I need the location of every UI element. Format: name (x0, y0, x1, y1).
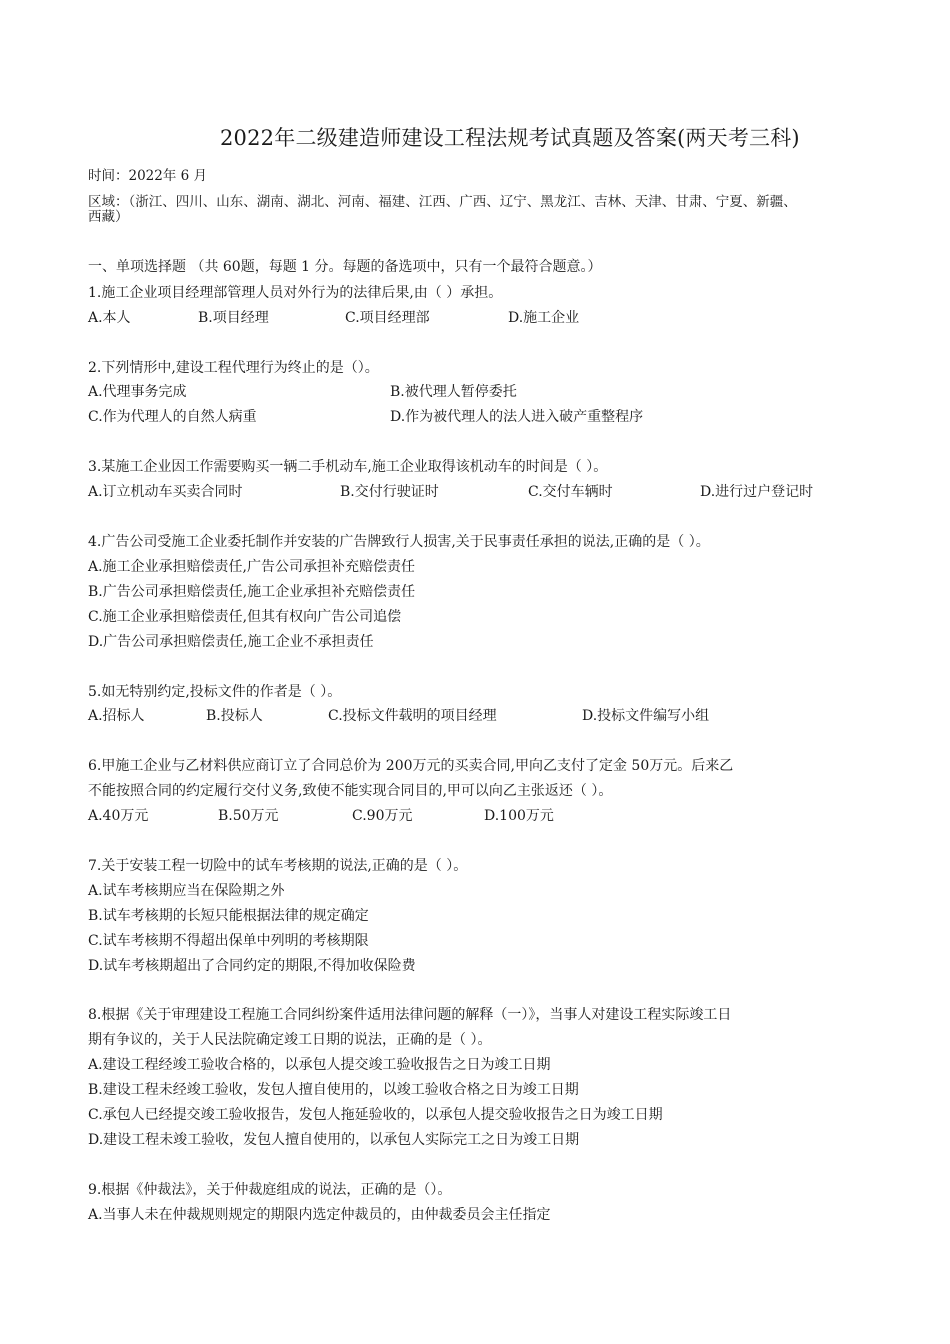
question-9-text: 9.根据《仲裁法》，关于仲裁庭组成的说法，正确的是（）。 (88, 1182, 452, 1198)
question-6-option-c: C.90万元 (352, 808, 413, 824)
question-8-option-b: B.建设工程未经竣工验收，发包人擅自使用的，以竣工验收合格之日为竣工日期 (88, 1082, 579, 1098)
question-4-option-c: C.施工企业承担赔偿责任,但其有权向广告公司追偿 (88, 609, 402, 625)
question-8-text-cont: 期有争议的，关于人民法院确定竣工日期的说法，正确的是（ ）。 (88, 1032, 492, 1048)
question-2-option-c: C.作为代理人的自然人病重 (88, 409, 257, 425)
question-5-option-c: C.投标文件载明的项目经理 (328, 708, 497, 724)
question-5-option-b: B.投标人 (206, 708, 263, 724)
question-3-option-b: B.交付行驶证时 (340, 484, 439, 500)
question-8-option-c: C.承包人已经提交竣工验收报告，发包人拖延验收的，以承包人提交验收报告之日为竣工日期 (88, 1107, 663, 1123)
question-8-option-a: A.建设工程经竣工验收合格的，以承包人提交竣工验收报告之日为竣工日期 (88, 1057, 551, 1073)
question-1-option-a: A.本人 (88, 310, 131, 326)
question-7-option-b: B.试车考核期的长短只能根据法律的规定确定 (88, 908, 369, 924)
question-6-option-d: D.100万元 (484, 808, 554, 824)
question-6-option-a: A.40万元 (88, 808, 149, 824)
question-6-text: 6.甲施工企业与乙材料供应商订立了合同总价为 200万元的买卖合同,甲向乙支付了定金 50万元。后来乙 (88, 758, 734, 774)
question-4-text: 4.广告公司受施工企业委托制作并安装的广告牌致行人损害,关于民事责任承担的说法,正确的是（ ）。 (88, 534, 710, 550)
question-1-option-b: B.项目经理 (198, 310, 269, 326)
question-7-text: 7.关于安装工程一切险中的试车考核期的说法,正确的是（ ）。 (88, 858, 468, 874)
question-7-option-c: C.试车考核期不得超出保单中列明的考核期限 (88, 933, 369, 949)
question-2-option-b: B.被代理人暂停委托 (390, 384, 517, 400)
question-3-option-d: D.进行过户登记时 (700, 484, 814, 500)
question-8-option-d: D.建设工程未竣工验收，发包人擅自使用的，以承包人实际完工之日为竣工日期 (88, 1132, 580, 1148)
question-2-option-d: D.作为被代理人的法人进入破产重整程序 (390, 409, 644, 425)
question-4-option-b: B.广告公司承担赔偿责任,施工企业承担补充赔偿责任 (88, 584, 416, 600)
question-3-option-a: A.订立机动车买卖合同时 (88, 484, 243, 500)
question-2-text: 2.下列情形中,建设工程代理行为终止的是（）。 (88, 360, 379, 376)
question-9-option-a: A.当事人未在仲裁规则规定的期限内选定仲裁员的，由仲裁委员会主任指定 (88, 1207, 551, 1223)
exam-region-line2: 西藏） (88, 209, 129, 225)
question-1-option-d: D.施工企业 (508, 310, 580, 326)
question-3-option-c: C.交付车辆时 (528, 484, 613, 500)
section-heading: 一、单项选择题 （共 60题，每题 1 分。每题的备选项中，只有一个最符合题意。） (88, 259, 602, 275)
question-1-text: 1.施工企业项目经理部管理人员对外行为的法律后果,由（ ）承担。 (88, 285, 503, 301)
question-7-option-d: D.试车考核期超出了合同约定的期限,不得加收保险费 (88, 958, 416, 974)
question-4-option-d: D.广告公司承担赔偿责任,施工企业不承担责任 (88, 634, 374, 650)
exam-time: 时间：2022年 6 月 (88, 168, 208, 184)
question-2-option-a: A.代理事务完成 (88, 384, 187, 400)
question-3-text: 3.某施工企业因工作需要购买一辆二手机动车,施工企业取得该机动车的时间是（ ）。 (88, 459, 608, 475)
question-5-option-d: D.投标文件编写小组 (582, 708, 710, 724)
question-7-option-a: A.试车考核期应当在保险期之外 (88, 883, 285, 899)
question-5-text: 5.如无特别约定,投标文件的作者是（ ）。 (88, 684, 342, 700)
question-4-option-a: A.施工企业承担赔偿责任,广告公司承担补充赔偿责任 (88, 559, 416, 575)
exam-region-line1: 区域：（浙江、四川、山东、湖南、湖北、河南、福建、江西、广西、辽宁、黑龙江、吉林、天津、甘肃、宁夏、新疆、 (88, 194, 797, 210)
question-1-option-c: C.项目经理部 (345, 310, 430, 326)
question-8-text: 8.根据《关于审理建设工程施工合同纠纷案件适用法律问题的解释（一）》，当事人对建设工程实际竣工日 (88, 1007, 732, 1023)
question-5-option-a: A.招标人 (88, 708, 145, 724)
question-6-option-b: B.50万元 (218, 808, 279, 824)
question-6-text-cont: 不能按照合同的约定履行交付义务,致使不能实现合同目的,甲可以向乙主张返还（ ）。 (88, 783, 613, 799)
document-title: 2022年二级建造师建设工程法规考试真题及答案(两天考三科) (220, 126, 800, 150)
